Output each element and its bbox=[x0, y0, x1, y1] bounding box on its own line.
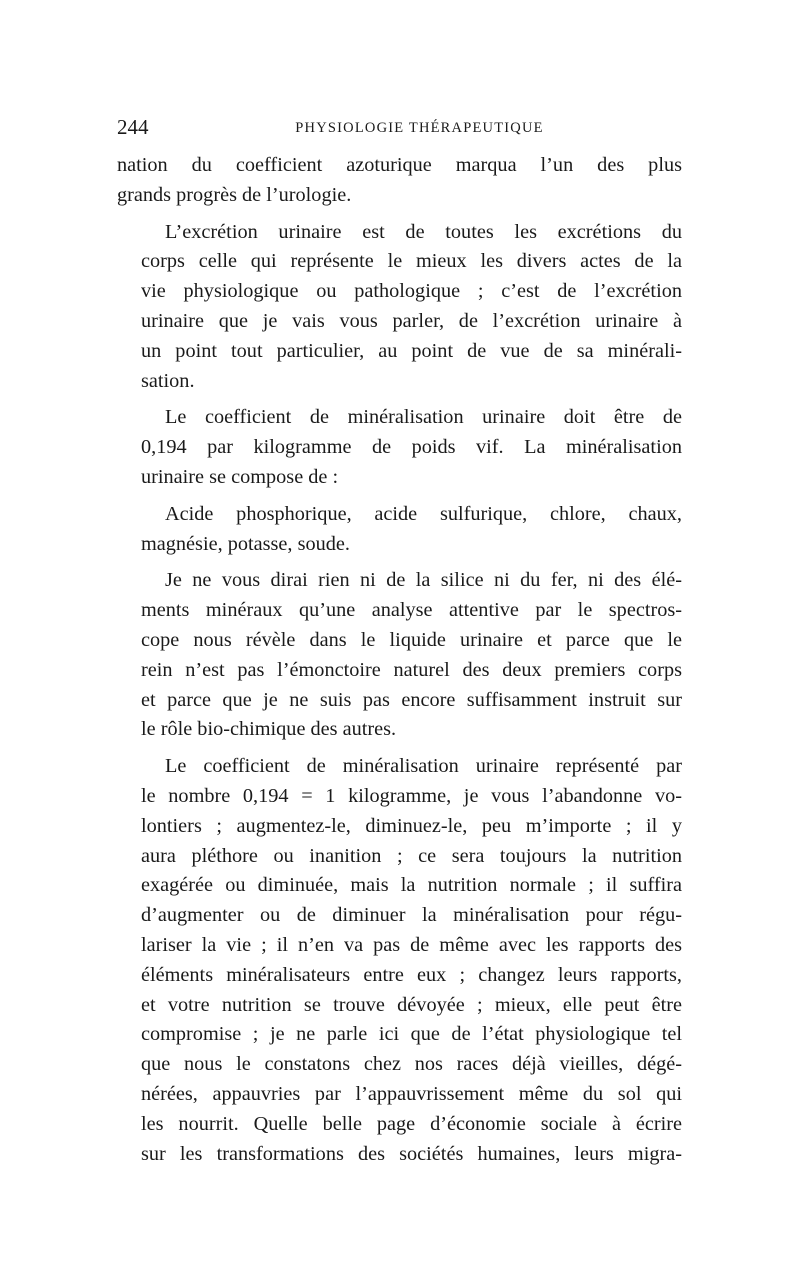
text-line: Le coefficient de minéralisation urinaire doit être de bbox=[165, 406, 682, 429]
text-line: nation du coefficient azoturique marqua l’un des plus bbox=[117, 154, 682, 176]
text-line: L’excrétion urinaire est de toutes les excrétions du bbox=[165, 220, 682, 243]
text-line: et parce que je ne suis pas encore suffisamment instruit sur bbox=[141, 688, 682, 711]
text-line: le nombre 0,194 = 1 kilogramme, je vous l’abandonne vo- bbox=[141, 784, 682, 807]
text-line: magnésie, potasse, soude. bbox=[141, 532, 350, 555]
text-line: le rôle bio-chimique des autres. bbox=[141, 718, 397, 741]
text-line: aura pléthore ou inanition ; ce sera toujours la nutrition bbox=[141, 844, 682, 867]
page-number: 244 bbox=[117, 115, 149, 139]
text-line: urinaire que je vais vous parler, de l’excrétion urinaire à bbox=[141, 309, 682, 332]
text-line: et votre nutrition se trouve dévoyée ; mieux, elle peut être bbox=[141, 993, 682, 1016]
text-line: urinaire se compose de : bbox=[141, 465, 339, 488]
paragraph-5 bbox=[117, 566, 682, 745]
text-line: cope nous révèle dans le liquide urinaire et parce que le bbox=[141, 628, 682, 651]
text-line: vie physiologique ou pathologique ; c’est de l’excrétion bbox=[141, 280, 682, 303]
text-line: sur les transformations des sociétés humaines, leurs migra- bbox=[141, 1142, 682, 1165]
running-head bbox=[117, 112, 682, 142]
text-line: rein n’est pas l’émonctoire naturel des deux premiers corps bbox=[141, 658, 682, 681]
text-line: d’augmenter ou de diminuer la minéralisation pour régu- bbox=[141, 904, 682, 927]
paragraph-1 bbox=[117, 151, 682, 211]
paragraph-3 bbox=[117, 403, 682, 492]
text-line: corps celle qui représente le mieux les divers actes de la bbox=[141, 250, 682, 273]
text-line: lariser la vie ; il n’en va pas de même avec les rapports des bbox=[141, 933, 682, 956]
text-line: grands progrès de l’urologie. bbox=[117, 183, 352, 206]
paragraph-4 bbox=[117, 500, 682, 560]
text-line: sation. bbox=[141, 369, 195, 392]
text-line: les nourrit. Quelle belle page d’économie sociale à écrire bbox=[141, 1112, 682, 1135]
text-line: exagérée ou diminuée, mais la nutrition normale ; il suffira bbox=[141, 874, 682, 897]
text-line: Acide phosphorique, acide sulfurique, chlore, chaux, bbox=[165, 502, 682, 525]
text-line: ments minéraux qu’une analyse attentive par le spectros- bbox=[141, 599, 682, 622]
text-line: que nous le constatons chez nos races déjà vieilles, dégé- bbox=[141, 1053, 682, 1076]
text-line: Je ne vous dirai rien ni de la silice ni du fer, ni des élé- bbox=[165, 569, 682, 592]
body-text bbox=[117, 151, 682, 1169]
text-line: éléments minéralisateurs entre eux ; changez leurs rapports, bbox=[141, 963, 682, 986]
paragraph-2 bbox=[117, 218, 682, 397]
text-line: Le coefficient de minéralisation urinaire représenté par bbox=[165, 755, 682, 778]
text-line: compromise ; je ne parle ici que de l’état physiologique tel bbox=[141, 1023, 682, 1046]
paragraph-6 bbox=[117, 752, 682, 1169]
text-line: lontiers ; augmentez-le, diminuez-le, peu m’importe ; il y bbox=[141, 814, 682, 837]
text-line: nérées, appauvries par l’appauvrissement même du sol qui bbox=[141, 1082, 682, 1105]
book-page bbox=[117, 112, 682, 1176]
running-title: PHYSIOLOGIE THÉRAPEUTIQUE bbox=[295, 120, 544, 136]
text-line: 0,194 par kilogramme de poids vif. La minéralisation bbox=[141, 436, 682, 459]
text-line: un point tout particulier, au point de vue de sa minérali- bbox=[141, 339, 682, 362]
